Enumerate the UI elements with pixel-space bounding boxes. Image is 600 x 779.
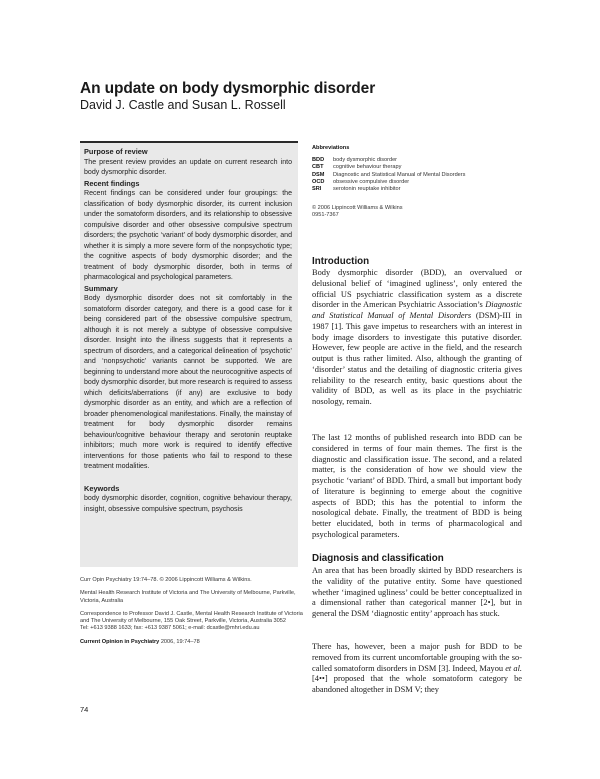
contact-line: Tel: +613 9388 1633; fax: +613 9387 5061; e-mail: dcastle@mhri.edu.au xyxy=(80,625,260,632)
abbreviation-meaning: Diagnostic and Statistical Manual of Mental Disorders xyxy=(333,171,466,178)
abbreviation-code: OCD xyxy=(312,178,325,185)
journal-volume: 2006, 19:74–78 xyxy=(159,638,200,645)
keywords-text: body dysmorphic disorder, cognition, cognitive behaviour therapy, insight, obsessive compulsive spectrum, psychosis xyxy=(84,495,292,513)
article-title: An update on body dysmorphic disorder xyxy=(80,80,376,97)
diagnosis-paragraph-1: An area that has been broadly skirted by BDD researchers is the validity of the putative entity. Some have questioned whether ‘imagined ugliness’ could be better conceptualized in a dimensional rather than categorical manner [2•], but in general the DSM ‘diagnostic entity’ approach has stuck. xyxy=(312,566,522,618)
purpose-text: The present review provides an update on current research into body dysmorphic disorder. xyxy=(84,158,292,176)
issn-line: 0951-7367 xyxy=(312,212,339,219)
abbreviation-row xyxy=(312,186,465,193)
abbreviation-code: DSM xyxy=(312,171,325,178)
diag-text-part: [4••] proposed that the whole somatoform category be abandoned altogether in DSM V; they xyxy=(312,674,522,694)
findings-text: Recent findings can be considered under four groupings: the classification of body dysmorphic disorder, its current inclusion under the somatoform disorders, and its relationship to obsessive compulsive disorder and other obsessive compulsive spectrum disorders; the psychotic ‘variant’ of body dysmorphic disorder, and whether it is simply a more severe form of the nonpsychotic type; the cognitive aspects of body dysmorphic disorder; and the treatment of body dysmorphic disorder, both in terms of pharmacological and psychological parameters. xyxy=(84,190,292,281)
introduction-heading: Introduction xyxy=(312,256,370,267)
intro-text-part: (DSM)-III in 1987 [1]. This gave impetus to researchers with an interest in body image disorders to investigate this putative disorder. However, few people are active in the field, and the research output is thus rather limited. Also, although the granting of ‘disorder’ status and the detailing of diagnostic criteria gives reliability to the research entity, basic questions about the validity of BDD, as well as its place in the psychiatric nosology, remain. xyxy=(312,311,522,406)
introduction-paragraph-1 xyxy=(312,268,522,408)
diagnosis-paragraph-2 xyxy=(312,642,522,696)
affiliation: Mental Health Research Institute of Victoria and The University of Melbourne, Parkville, Victoria, Australia xyxy=(80,590,296,604)
summary-heading: Summary xyxy=(84,283,118,293)
intro-text-part: Body dysmorphic disorder (BDD), an overvalued or delusional belief of ‘imagined ugliness’, only entered the official US psychiatric classification system as a discrete disorder in the American Psychiatric Association’s xyxy=(312,268,522,310)
copyright-line: © 2006 Lippincott Williams & Wilkins xyxy=(312,205,403,212)
abbreviation-row xyxy=(312,164,465,171)
diag-text-part: There has, however, been a major push for BDD to be removed from its current uncomfortable grouping with the so-called somatoform disorders in DSM [3]. Indeed, Mayou xyxy=(312,642,522,673)
abbreviation-row xyxy=(312,179,465,186)
abbreviation-meaning: cognitive behaviour therapy xyxy=(333,164,402,171)
journal-reference xyxy=(80,639,310,646)
abstract-box xyxy=(80,141,298,567)
keywords-heading: Keywords xyxy=(84,483,120,493)
correspondence: Correspondence to Professor David J. Castle, Mental Health Research Institute of Victoria and The University of Melbourne, 155 Oak Street, Parkville, Victoria, Australia 3052 xyxy=(80,610,303,625)
diag-et-al: et al. xyxy=(505,663,522,673)
abbreviation-meaning: body dysmorphic disorder xyxy=(333,157,398,164)
abbreviation-meaning: obsessive compulsive disorder xyxy=(333,178,410,185)
abbreviation-meaning: serotonin reuptake inhibitor xyxy=(333,186,401,193)
article-authors: David J. Castle and Susan L. Rossell xyxy=(80,98,286,112)
abbreviations-block xyxy=(312,145,465,220)
abbreviation-code: SRI xyxy=(312,186,322,193)
purpose-heading: Purpose of review xyxy=(84,147,148,156)
citation-line: Curr Opin Psychiatry 19:74–78. © 2006 Lippincott Williams & Wilkins. xyxy=(80,577,252,583)
abbreviations-title: Abbreviations xyxy=(312,145,350,151)
summary-text: Body dysmorphic disorder does not sit comfortably in the somatoform disorder category, and there is a good case for it being considered part of the obsessive compulsive spectrum, although it is not merely a subtype of obsessive compulsive disorder. Insight into the illness suggests that it represents a spectrum of disorders, and a categorical delineation of ‘psychotic’ and ‘nonpsychotic’ variants cannot be supported. We are beginning to understand more about the neurocognitive aspects of body dysmorphic disorder, but more research is required to assess which deficits/aberrations (if any) are exclusive to body dysmorphic disorder as an entity, and which are a reflection of broader phenomenological manifestations. Finally, the mainstay of treatment for body dysmorphic disorder remains behaviour/cognitive behaviour therapy and serotonin reuptake inhibitors; much more work is required to identify effective interventions for those patients who fail to respond to these treatment modalities. xyxy=(84,295,292,470)
journal-name: Current Opinion in Psychiatry xyxy=(80,638,160,645)
abbreviation-code: BDD xyxy=(312,157,325,164)
intro-manual-title: Diagnostic and Statistical Manual of Mental Disorders xyxy=(312,300,522,320)
diagnosis-heading: Diagnosis and classification xyxy=(312,553,444,564)
abbreviation-code: CBT xyxy=(312,164,324,171)
introduction-paragraph-2: The last 12 months of published research into BDD can be considered in terms of four main themes. The first is the diagnostic and classification issue. The second, and a related matter, is the consideration of how we should view the psychotic ‘variant’ of BDD. Third, a small but important body of literature is beginning to emerge about the cognitive aspects of BDD; this has the potential to inform the nosological debate. Finally, the treatment of BDD is being better elucidated, both in terms of pharmacological and psychological parameters. xyxy=(312,433,522,539)
article-notes xyxy=(80,577,310,652)
findings-heading: Recent findings xyxy=(84,178,140,188)
abbreviation-row xyxy=(312,157,465,164)
abbreviation-row xyxy=(312,172,465,179)
page-number: 74 xyxy=(80,705,89,714)
